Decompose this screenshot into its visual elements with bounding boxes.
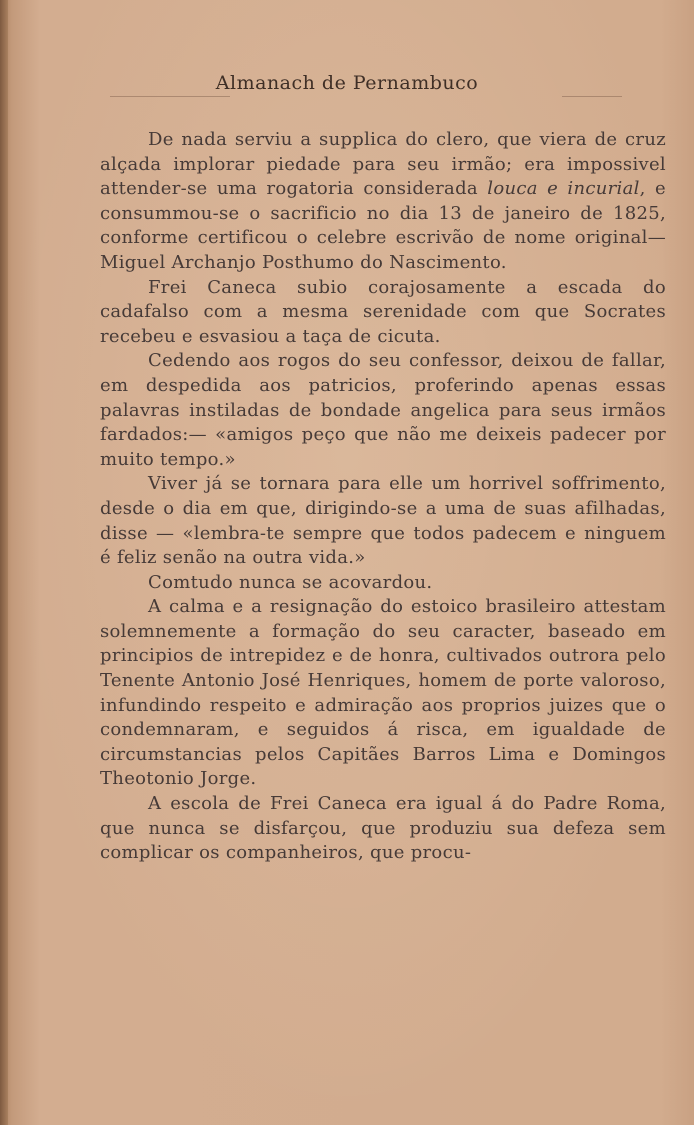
paragraph: A calma e a resignação do estoico brasileiro attestam solemnemente a formação do seu caracter, baseado em principios de intrepidez e de honra, cultivados outrora pelo Tenente Antonio José Henriques, homem de porte valoroso, infundindo respeito e admiração aos proprios juizes que o condemnaram, e seguidos á risca, em igualdade de circumstancias pelos Capitães Barros Lima e Domingos Theotonio Jorge. (100, 596, 666, 790)
page-spine-edge (0, 0, 8, 1125)
paragraph: Frei Caneca subio corajosamente a escada do cadafalso com a mesma serenidade com que Socrates recebeu e esvasiou a taça de cicuta. (100, 276, 666, 347)
paragraph: Cedendo aos rogos do seu confessor, deixou de fallar, em despedida aos patricios, proferindo apenas essas palavras instiladas de bondade angelica para seus irmãos fardados:— «amigos peço que não me deixeis padecer por muito tempo.» (100, 350, 666, 470)
paragraph: De nada serviu a supplica do clero, que viera de cruz alçada implorar piedade para seu irmão; era impossivel attender-se uma rogatoria considerada louca e incurial, e consummou-se o sacrificio no dia 13 de janeiro de 1825, conforme certificou o celebre escrivão de nome original—Miguel Archanjo Posthumo do Nascimento. (100, 129, 666, 273)
header-rule-right (562, 96, 622, 97)
running-header: Almanach de Pernambuco (215, 72, 479, 94)
page-body (100, 128, 666, 866)
paragraph: Comtudo nunca se acovardou. (148, 571, 433, 593)
paragraph: A escola de Frei Caneca era igual á do Padre Roma, que nunca se disfarçou, que produziu sua defeza sem complicar os companheiros, que procu- (100, 793, 666, 864)
italic-phrase: louca e incurial (487, 178, 640, 200)
header-rule-left (110, 96, 230, 97)
paragraph: Viver já se tornara para elle um horrivel soffrimento, desde o dia em que, dirigindo-se a uma de suas afilhadas, disse — «lembra-te sempre que todos padecem e ninguem é feliz senão na outra vida.» (100, 473, 666, 569)
